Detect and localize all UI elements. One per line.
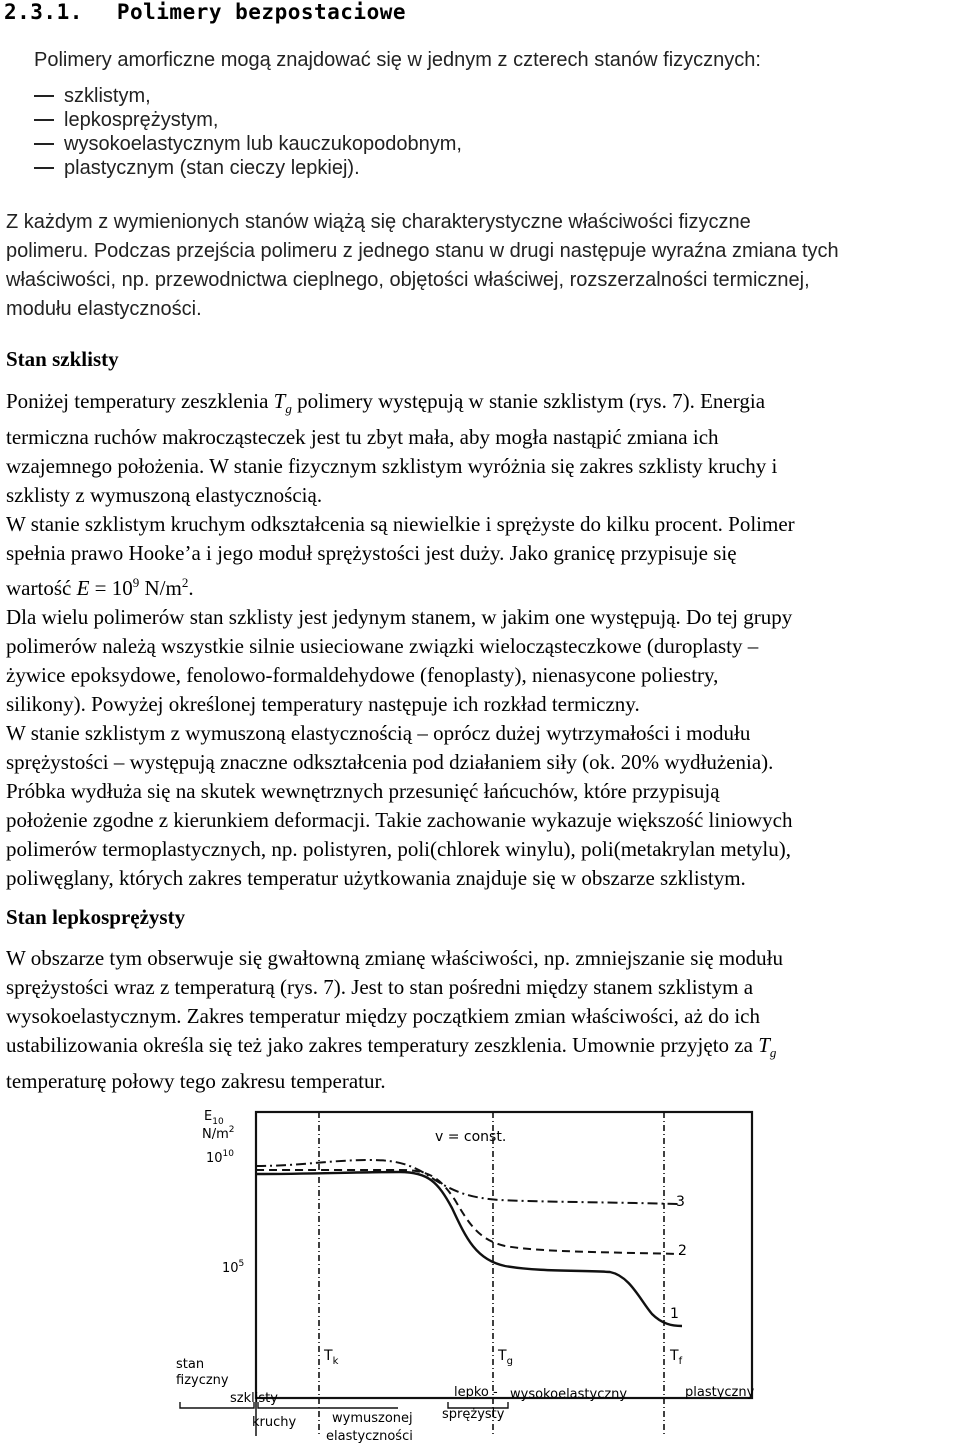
region-label-wymuszonej: wymuszonej	[332, 1411, 413, 1426]
list-item: wysokoelastycznym lub kauczukopodobnym,	[34, 132, 462, 156]
paragraph-viscoelastic: W obszarze tym obserwuje się gwałtowną zmianę właściwości, np. zmniejszanie się modułu sprężystości wraz z temperaturą (rys. 7). Jest to stan pośredni między stanem szklistym a wysokoelastycznym. Zakres temperatur między początkiem zmian właściwości, aż do ich ustabilizowania określa się też jako zakres temperatury zeszklenia. Umownie przyjęto za $T_g$ temperaturę połowy tego zakresu temperatur.	[6, 946, 783, 1094]
condition-label: v = const.	[435, 1129, 507, 1145]
modulus-temperature-figure	[160, 1100, 760, 1448]
region-label-kruchy: kruchy	[252, 1415, 297, 1430]
list-item: szklistym,	[34, 84, 462, 108]
y-unit-E: $E_{10}$	[204, 1109, 224, 1127]
tick-label-low: $10^5$	[222, 1259, 245, 1276]
state-label-line1: stan	[176, 1357, 205, 1372]
paragraph-glassy: Poniżej temperatury zeszklenia $T_g$ polimery występują w stanie szklistym (rys. 7). Energia termiczna ruchów makrocząsteczek jest tu zbyt mała, aby mogła nastąpić zmiana ich wzajemnego położenia. W stanie fizycznym szklistym wyróżnia się zakres szklisty kruchy i szklisty z wymuszoną elastycznością. W stanie szklistym kruchym odkształcenia są niewielkie i sprężyste do kilku procent. Polimer spełnia prawo Hooke’a i jego moduł sprężystości jest duży. Jako granicę przypisuje się wartość $E = 10^9$ $N/m^2$. Dla wielu polimerów stan szklisty jest jedynym stanem, w jakim one występują. Do tej grupy polimerów należą wszystkie silnie usieciowane związki wielocząsteczkowe (duroplasty – żywice epoksydowe, fenolowo-formaldehydowe (fenoplasty), nienasycone poliestry, silikony). Powyżej określonej temperatury następuje ich rozkład termiczny. W stanie szklistym z wymuszoną elastycznością – oprócz dużej wytrzymałości i modułu sprężystości – występują znaczne odkształcenia pod działaniem siły (ok. 20% wydłużenia). Próbka wydłuża się na skutek wewnętrznych przesunięć łańcuchów, które przypisują położenie zgodne z kierunkiem deformacji. Takie zachowanie wykazuje większość liniowych polimerów termoplastycznych, np. polistyren, poli(chlorek winylu), poli(metakrylan metylu), poliwęglany, których zakres temperatur użytkowania znajduje się w obszarze szklistym.	[6, 389, 795, 891]
section-heading	[4, 0, 406, 24]
list-item: lepkosprężystym,	[34, 108, 462, 132]
state-label-line2: fizyczny	[176, 1373, 229, 1388]
dash-bullet-icon	[34, 95, 54, 97]
dash-bullet-icon	[34, 167, 54, 169]
region-label-plastyczny: plastyczny	[685, 1385, 755, 1400]
y-unit-label: $N/m^2$	[202, 1125, 235, 1142]
tf-label: $T_f$	[670, 1348, 683, 1367]
section-title-viscoelastic: Stan lepkosprężysty	[6, 905, 186, 929]
section-number: 2.3.1.	[4, 0, 83, 24]
paragraph-properties: Z każdym z wymienionych stanów wiążą się charakterystyczne właściwości fizyczne polimeru. Podczas przejścia polimeru z jednego stanu w drugi następuje wyraźna zmiana tych właściwości, np. przewodnictwa cieplnego, objętości właściwej, rozszerzalności termicznej, modułu elastyczności.	[6, 211, 839, 320]
region-label-szklisty: szklisty	[230, 1391, 278, 1406]
curve-label-1: 1	[670, 1306, 679, 1322]
intro-text: Polimery amorficzne mogą znajdować się w jednym z czterech stanów fizycznych:	[34, 49, 761, 71]
tg-label: $T_g$	[498, 1348, 513, 1367]
curve-label-3: 3	[676, 1194, 685, 1210]
region-label-sprezysty: sprężysty	[442, 1407, 505, 1422]
states-list	[34, 84, 462, 180]
region-label-wysokoelastyczny: wysokoelastyczny	[510, 1387, 628, 1402]
region-bracket-mid	[258, 1402, 398, 1408]
curve-label-2: 2	[678, 1243, 687, 1259]
dash-bullet-icon	[34, 143, 54, 145]
tk-label: $T_k$	[324, 1348, 339, 1367]
tick-label-high: $10^{10}$	[206, 1149, 234, 1166]
section-title: Polimery bezpostaciowe	[116, 0, 407, 24]
list-item: plastycznym (stan cieczy lepkiej).	[34, 156, 462, 180]
region-label-lepko: lepko -	[454, 1385, 498, 1400]
dash-bullet-icon	[34, 119, 54, 121]
region-label-elastycznosci: elastyczności	[326, 1429, 413, 1444]
section-title-glassy: Stan szklisty	[6, 347, 119, 371]
